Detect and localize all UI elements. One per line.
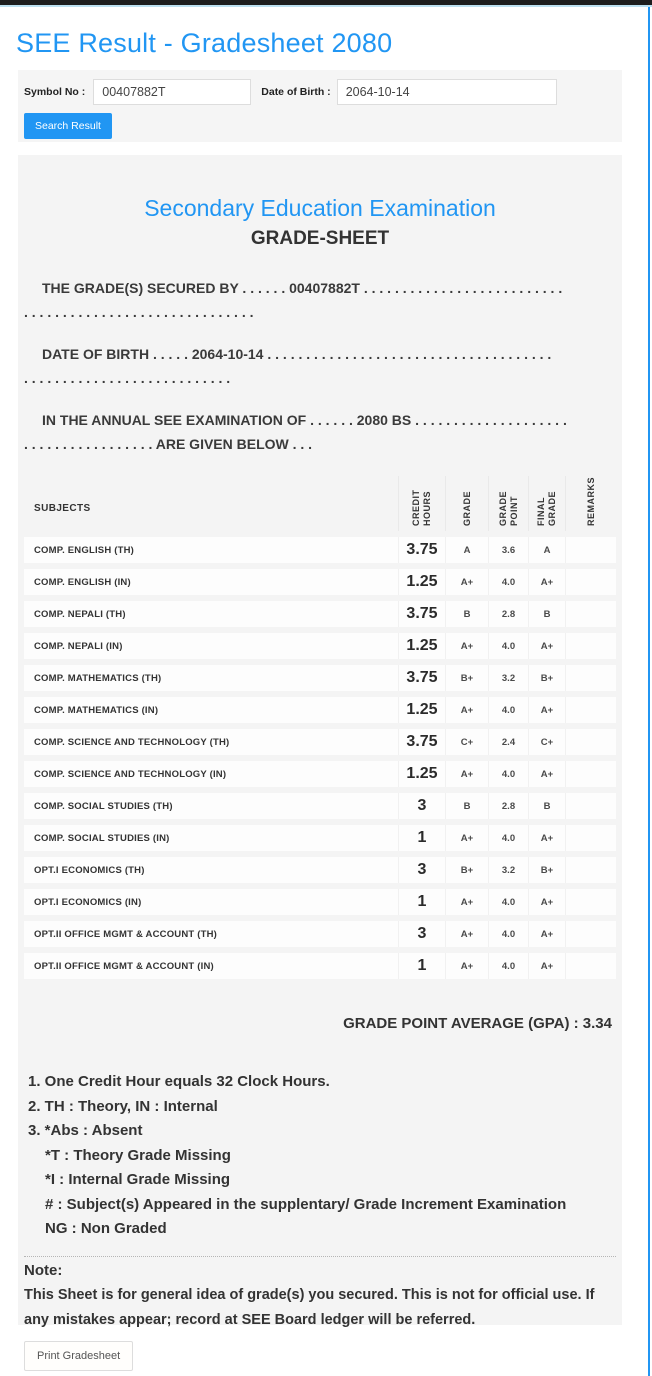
credit-hours-cell: 3 — [399, 793, 446, 819]
credit-hours-cell: 1.25 — [399, 633, 446, 659]
credit-hours-cell: 1.25 — [399, 569, 446, 595]
subject-cell: COMP. NEPALI (TH) — [24, 601, 399, 627]
subjects-column-header: SUBJECTS — [24, 476, 399, 531]
subject-cell: COMP. SOCIAL STUDIES (TH) — [24, 793, 399, 819]
subject-cell: OPT.II OFFICE MGMT & ACCOUNT (TH) — [24, 921, 399, 947]
grade-cell: B — [446, 793, 489, 819]
top-accent-line — [0, 5, 652, 7]
legend-notes-list — [28, 1070, 616, 1242]
date-of-birth-label: Date of Birth : — [261, 86, 331, 98]
grade-point-cell: 2.4 — [489, 729, 529, 755]
table-row — [24, 729, 616, 755]
credit-hours-cell: 3 — [399, 921, 446, 947]
table-row — [24, 857, 616, 883]
exam-line1: IN THE ANNUAL SEE EXAMINATION OF . . . . . . 2080 BS . . . . . . . . . . . . . . . . . . . . — [42, 412, 567, 428]
grade-point-cell: 4.0 — [489, 825, 529, 851]
credit-hours-cell: 3.75 — [399, 537, 446, 563]
legend-note-item: *I : Internal Grade Missing — [45, 1171, 231, 1188]
date-of-birth-input[interactable] — [337, 79, 557, 105]
grade-point-cell: 4.0 — [489, 697, 529, 723]
search-form-row — [18, 70, 622, 105]
credit-hours-cell: 3.75 — [399, 665, 446, 691]
subject-cell: COMP. MATHEMATICS (IN) — [24, 697, 399, 723]
grade-cell: A+ — [446, 697, 489, 723]
credit-hours-cell: 3.75 — [399, 729, 446, 755]
right-edge-accent-line — [648, 7, 650, 1376]
remarks-cell — [566, 569, 616, 595]
legend-note-item: # : Subject(s) Appeared in the supplentary/ Grade Increment Examination — [45, 1195, 567, 1213]
grade-point-cell: 2.8 — [489, 601, 529, 627]
legend-note-item: NG : Non Graded — [45, 1220, 167, 1237]
grade-point-cell: 4.0 — [489, 953, 529, 979]
legend-note-item: 3. *Abs : Absent — [28, 1122, 143, 1139]
grade-cell: A+ — [446, 633, 489, 659]
note-text: This Sheet is for general idea of grade(s) you secured. This is not for official use. If any mistakes appear; record at SEE Board ledger will be referred. — [24, 1286, 595, 1328]
print-gradesheet-button[interactable]: Print Gradesheet — [24, 1341, 133, 1371]
grade-point-cell: 4.0 — [489, 921, 529, 947]
symbol-no-label: Symbol No : — [24, 86, 86, 98]
final-grade-cell: A+ — [529, 921, 566, 947]
grade-cell: A — [446, 537, 489, 563]
grade-column-header: GRADE — [446, 476, 489, 531]
table-row — [24, 537, 616, 563]
gradesheet-panel — [18, 155, 622, 1328]
remarks-column-header: REMARKS — [585, 476, 596, 526]
gpa-line: GRADE POINT AVERAGE (GPA) : 3.34 — [343, 1015, 612, 1032]
remarks-cell — [566, 697, 616, 723]
credit-hours-cell: 1 — [399, 825, 446, 851]
final-grade-cell: A — [529, 537, 566, 563]
grade-point-cell: 4.0 — [489, 633, 529, 659]
table-header-row — [24, 476, 616, 531]
note-label: Note: — [24, 1261, 63, 1279]
search-panel — [18, 70, 622, 142]
legend-note-item: 1. One Credit Hour equals 32 Clock Hours. — [28, 1073, 330, 1090]
grade-point-cell: 3.2 — [489, 665, 529, 691]
exam-heading: Secondary Education Examination — [144, 195, 496, 221]
subject-cell: COMP. ENGLISH (IN) — [24, 569, 399, 595]
remarks-cell — [566, 761, 616, 787]
final-grade-column-header: FINAL GRADE — [529, 476, 566, 531]
table-row — [24, 825, 616, 851]
subjects-table — [24, 470, 616, 985]
remarks-cell — [566, 857, 616, 883]
table-row — [24, 921, 616, 947]
grade-cell: A+ — [446, 921, 489, 947]
grade-point-cell: 3.6 — [489, 537, 529, 563]
grade-point-cell: 4.0 — [489, 889, 529, 915]
remarks-cell — [566, 953, 616, 979]
final-grade-cell: A+ — [529, 697, 566, 723]
table-row — [24, 601, 616, 627]
remarks-cell — [566, 825, 616, 851]
secured-by-line2: . . . . . . . . . . . . . . . . . . . . . . . . . . . . . . — [24, 304, 254, 320]
grade-point-cell: 4.0 — [489, 761, 529, 787]
grade-cell: C+ — [446, 729, 489, 755]
grade-cell: B+ — [446, 857, 489, 883]
credit-hours-cell: 1.25 — [399, 697, 446, 723]
exam-year-paragraph — [24, 408, 612, 456]
grade-cell: A+ — [446, 569, 489, 595]
legend-note-item: 2. TH : Theory, IN : Internal — [28, 1097, 218, 1115]
grade-cell: B — [446, 601, 489, 627]
final-grade-cell: B — [529, 793, 566, 819]
final-grade-cell: B+ — [529, 665, 566, 691]
symbol-no-input[interactable] — [93, 79, 251, 105]
grade-cell: A+ — [446, 889, 489, 915]
subject-cell: OPT.I ECONOMICS (IN) — [24, 889, 399, 915]
table-row — [24, 569, 616, 595]
final-grade-cell: A+ — [529, 825, 566, 851]
table-row — [24, 697, 616, 723]
final-grade-cell: B — [529, 601, 566, 627]
subject-cell: COMP. ENGLISH (TH) — [24, 537, 399, 563]
grade-cell: A+ — [446, 953, 489, 979]
credit-hours-cell: 3 — [399, 857, 446, 883]
subject-cell: OPT.II OFFICE MGMT & ACCOUNT (IN) — [24, 953, 399, 979]
table-row — [24, 633, 616, 659]
remarks-cell — [566, 889, 616, 915]
final-grade-cell: A+ — [529, 761, 566, 787]
table-row — [24, 665, 616, 691]
grade-point-cell: 3.2 — [489, 857, 529, 883]
subject-cell: COMP. SCIENCE AND TECHNOLOGY (IN) — [24, 761, 399, 787]
subject-cell: OPT.I ECONOMICS (TH) — [24, 857, 399, 883]
dotted-divider — [24, 1256, 616, 1257]
dob-line2: . . . . . . . . . . . . . . . . . . . . . . . . . . . — [24, 370, 231, 386]
final-grade-cell: C+ — [529, 729, 566, 755]
subject-cell: COMP. SCIENCE AND TECHNOLOGY (TH) — [24, 729, 399, 755]
remarks-cell — [566, 601, 616, 627]
credit-hours-cell: 3.75 — [399, 601, 446, 627]
legend-note-item: *T : Theory Grade Missing — [45, 1146, 231, 1164]
secured-by-line1: THE GRADE(S) SECURED BY . . . . . . 00407882T . . . . . . . . . . . . . . . . . . . . . . . . . . — [42, 280, 563, 296]
final-grade-cell: A+ — [529, 889, 566, 915]
table-row — [24, 793, 616, 819]
subjects-table-body — [24, 537, 616, 979]
grade-cell: A+ — [446, 825, 489, 851]
grade-cell: A+ — [446, 761, 489, 787]
final-grade-cell: A+ — [529, 569, 566, 595]
credit-hours-cell: 1.25 — [399, 761, 446, 787]
credit-hours-column-header: CREDIT HOURS — [399, 476, 446, 531]
secured-by-paragraph — [24, 276, 612, 324]
remarks-cell — [566, 633, 616, 659]
date-of-birth-paragraph — [24, 342, 612, 390]
remarks-cell — [566, 537, 616, 563]
grade-point-column-header: GRADE POINT — [489, 476, 529, 531]
remarks-cell — [566, 665, 616, 691]
subject-cell: COMP. NEPALI (IN) — [24, 633, 399, 659]
grade-point-cell: 2.8 — [489, 793, 529, 819]
grade-point-cell: 4.0 — [489, 569, 529, 595]
final-grade-cell: A+ — [529, 633, 566, 659]
credit-hours-cell: 1 — [399, 953, 446, 979]
final-grade-cell: B+ — [529, 857, 566, 883]
subject-cell: COMP. MATHEMATICS (TH) — [24, 665, 399, 691]
grade-cell: B+ — [446, 665, 489, 691]
gradesheet-subheading: GRADE-SHEET — [250, 228, 390, 249]
table-row — [24, 889, 616, 915]
credit-hours-cell: 1 — [399, 889, 446, 915]
remarks-cell — [566, 921, 616, 947]
table-row — [24, 953, 616, 979]
remarks-cell — [566, 793, 616, 819]
page-title: SEE Result - Gradesheet 2080 — [16, 28, 393, 58]
table-row — [24, 761, 616, 787]
exam-line2: . . . . . . . . . . . . . . . . . ARE GIVEN BELOW . . . — [24, 436, 313, 452]
final-grade-cell: A+ — [529, 953, 566, 979]
subject-cell: COMP. SOCIAL STUDIES (IN) — [24, 825, 399, 851]
search-result-button[interactable]: Search Result — [24, 113, 112, 139]
dob-line1: DATE OF BIRTH . . . . . 2064-10-14 . . . . . . . . . . . . . . . . . . . . . . . . . . . . . . . . . . . . . — [42, 346, 552, 362]
remarks-cell — [566, 729, 616, 755]
